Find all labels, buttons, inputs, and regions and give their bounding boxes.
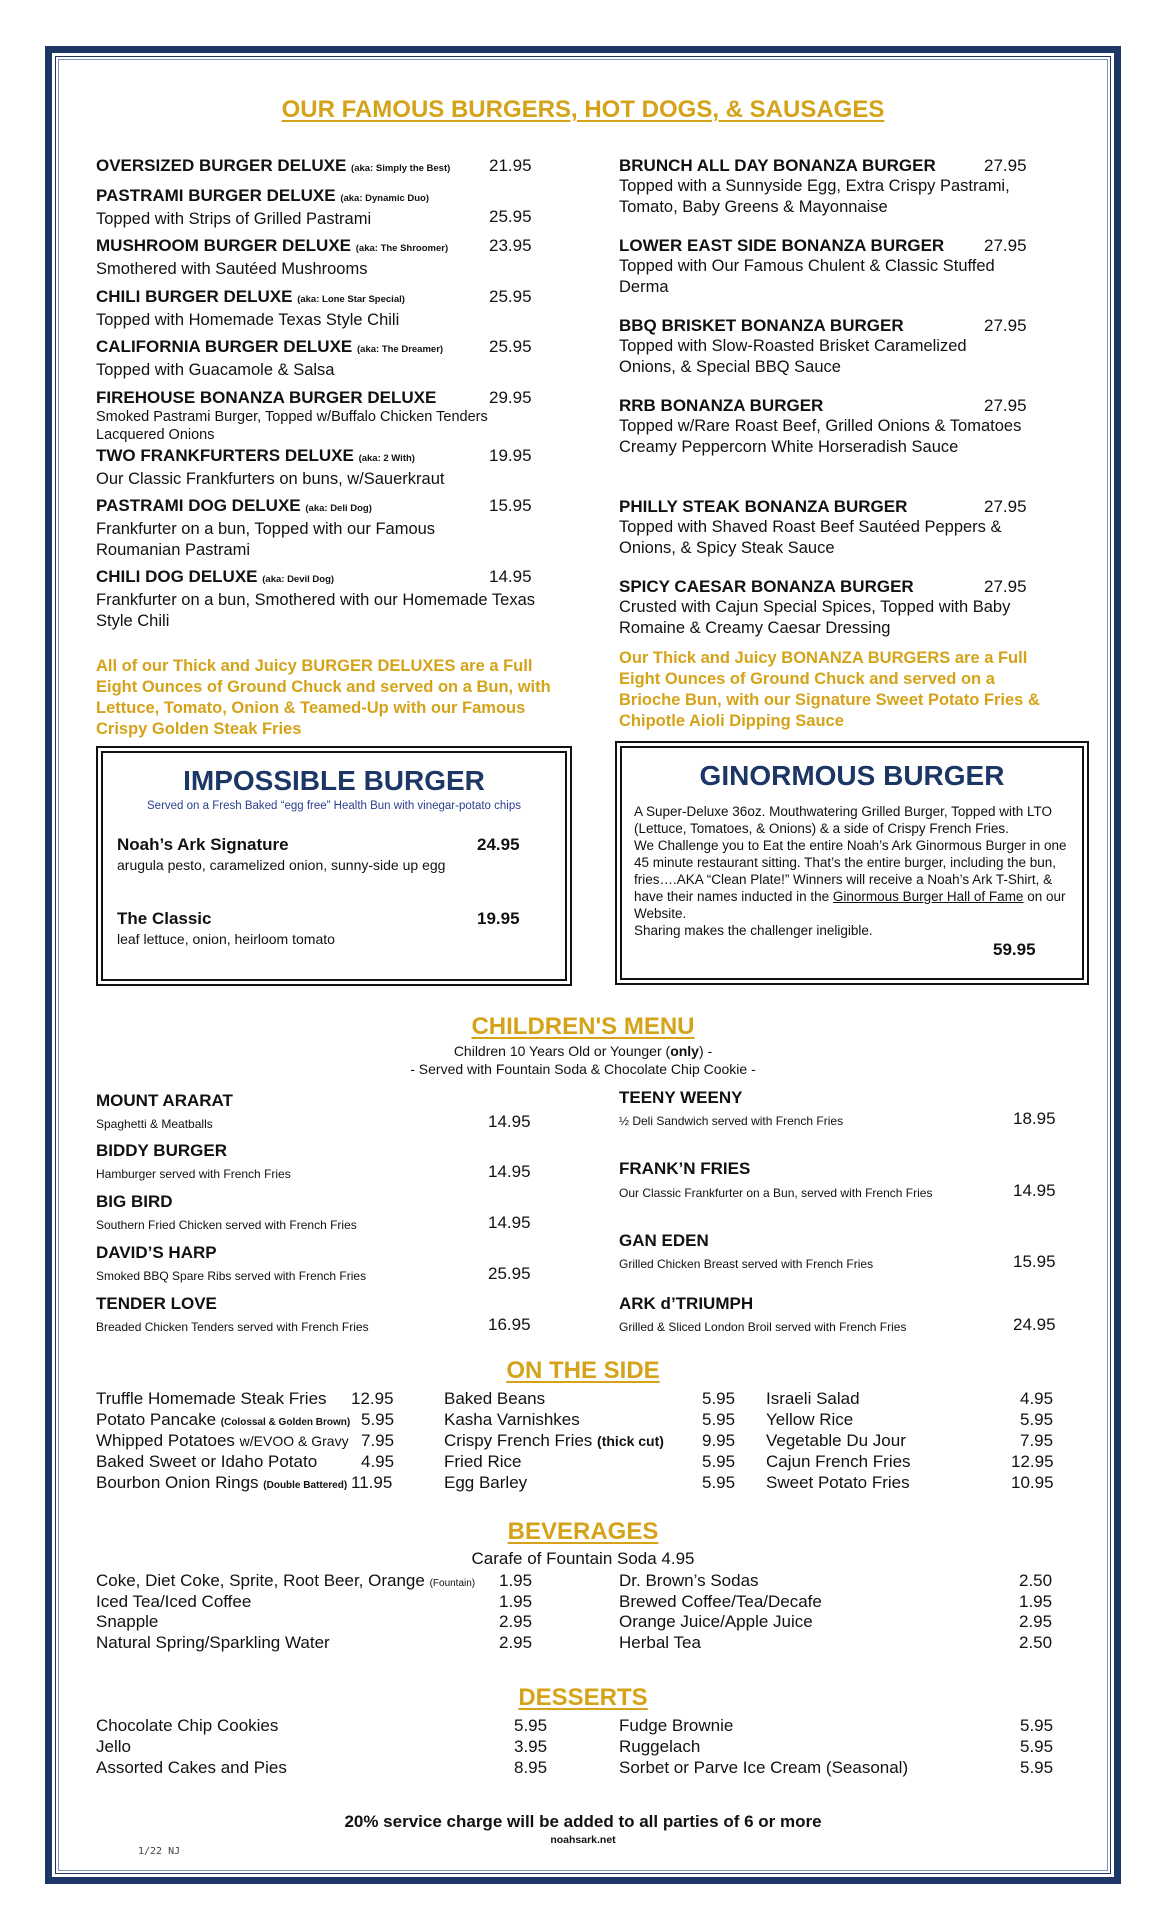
item-desc: Frankfurter on a bun, Topped with our Famous Roumanian Pastrami	[96, 520, 436, 559]
kid-item-desc: Our Classic Frankfurter on a Bun, served with French Fries	[619, 1186, 933, 1200]
kid-item-price: 14.95	[488, 1162, 531, 1181]
item-price: 25.95	[489, 287, 532, 306]
kid-item-price: 25.95	[488, 1264, 531, 1283]
ginormous-burger-box	[615, 741, 1089, 985]
item-desc: Frankfurter on a bun, Smothered with our Homemade Texas Style Chili	[96, 591, 535, 630]
kid-item-desc: Southern Fried Chicken served with French Fries	[96, 1218, 357, 1232]
service-charge-note: 20% service charge will be added to all parties of 6 or more	[344, 1812, 822, 1831]
side-item-name: Baked Beans	[444, 1389, 546, 1408]
kid-item-desc: Grilled & Sliced London Broil served with French Fries	[619, 1320, 907, 1334]
side-item-name: Cajun French Fries	[766, 1452, 911, 1471]
menu-item	[96, 446, 526, 490]
item-name: OVERSIZED BURGER DELUXE	[96, 156, 347, 175]
impossible-title: IMPOSSIBLE BURGER	[183, 765, 485, 796]
item-name: CALIFORNIA BURGER DELUXE	[96, 337, 353, 356]
menu-item	[96, 388, 556, 444]
item-price: 27.95	[984, 236, 1027, 255]
side-item-price: 5.95	[702, 1452, 736, 1471]
kid-item-desc: Spaghetti & Meatballs	[96, 1117, 213, 1131]
burgers-header: OUR FAMOUS BURGERS, HOT DOGS, & SAUSAGES	[281, 96, 885, 123]
ginormous-p1: A Super-Deluxe 36oz. Mouthwatering Grilled Burger, Topped with LTO (Lettuce, Tomatoes, & Onions) & a side of Crispy French Fries.	[634, 804, 1052, 836]
menu-item	[96, 567, 546, 632]
item-desc: Topped with Slow-Roasted Brisket Caramelized Onions, & Special BBQ Sauce	[619, 337, 967, 376]
item-desc: Topped with Our Famous Chulent & Classic Stuffed Derma	[619, 257, 995, 296]
item-name: RRB BONANZA BURGER	[619, 396, 824, 415]
item-aka: (aka: Devil Dog)	[262, 574, 335, 585]
beverage-name: Orange Juice/Apple Juice	[619, 1612, 813, 1631]
side-item-name: Whipped Potatoes w/EVOO & Gravy	[96, 1431, 349, 1450]
beverage-price: 1.95	[1019, 1592, 1053, 1611]
side-item-price: 7.95	[1020, 1431, 1054, 1450]
beverage-name: Dr. Brown’s Sodas	[619, 1571, 759, 1590]
dessert-name: Jello	[96, 1737, 131, 1756]
ginormous-description	[634, 803, 1080, 939]
item-aka: (aka: Lone Star Special)	[297, 294, 405, 305]
item-aka: (aka: 2 With)	[358, 453, 415, 464]
item-name: CHILI BURGER DELUXE	[96, 287, 293, 306]
item-name: BRUNCH ALL DAY BONANZA BURGER	[619, 156, 936, 175]
kid-item-name: BIDDY BURGER	[96, 1141, 227, 1160]
menu-item	[96, 186, 526, 230]
kid-item-name: ARK d’TRIUMPH	[619, 1294, 754, 1313]
item-price: 25.95	[489, 207, 532, 226]
item-price: 25.95	[489, 337, 532, 356]
menu-item	[96, 287, 526, 331]
item-desc: Our Classic Frankfurters on buns, w/Sauerkraut	[96, 470, 445, 488]
item-name: CHILI DOG DELUXE	[96, 567, 258, 586]
side-item-name: Baked Sweet or Idaho Potato	[96, 1452, 318, 1471]
item-desc: Smothered with Sautéed Mushrooms	[96, 260, 368, 278]
bonanza-note: Our Thick and Juicy BONANZA BURGERS are a Full Eight Ounces of Ground Chuck and served on a Brioche Bun, with our Signature Sweet Potato Fries & Chipotle Aioli Dipping Sauce	[619, 649, 1040, 730]
kid-item-desc: Breaded Chicken Tenders served with French Fries	[96, 1320, 369, 1334]
ginormous-p3: Sharing makes the challenger ineligible.	[634, 923, 873, 938]
item-name: PHILLY STEAK BONANZA BURGER	[619, 497, 908, 516]
side-item-price: 11.95	[351, 1473, 393, 1492]
item-desc: Topped with a Sunnyside Egg, Extra Crispy Pastrami, Tomato, Baby Greens & Mayonnaise	[619, 177, 1010, 216]
dessert-name: Assorted Cakes and Pies	[96, 1758, 287, 1777]
item-aka: (aka: The Dreamer)	[357, 344, 444, 355]
beverage-name: Coke, Diet Coke, Sprite, Root Beer, Orange (Fountain)	[96, 1571, 476, 1590]
side-item-price: 5.95	[702, 1410, 736, 1429]
item-price: 27.95	[984, 156, 1027, 175]
beverage-name: Brewed Coffee/Tea/Decafe	[619, 1592, 822, 1611]
kid-item-price: 14.95	[1013, 1181, 1056, 1200]
side-item-price: 5.95	[702, 1389, 736, 1408]
kid-item-name: MOUNT ARARAT	[96, 1091, 233, 1110]
kid-item-price: 15.95	[1013, 1252, 1056, 1271]
menu-item	[96, 236, 526, 280]
beverages-title: BEVERAGES	[507, 1518, 659, 1545]
kid-item-price: 14.95	[488, 1213, 531, 1232]
item-desc: Crusted with Cajun Special Spices, Topped with Baby Romaine & Creamy Caesar Dressing	[619, 598, 1011, 637]
item-name: PASTRAMI DOG DELUXE	[96, 496, 301, 515]
kid-item-desc: Smoked BBQ Spare Ribs served with French Fries	[96, 1269, 367, 1283]
impossible-item-price: 24.95	[477, 835, 520, 854]
kid-item-name: GAN EDEN	[619, 1231, 709, 1250]
item-price: 19.95	[489, 446, 532, 465]
item-desc: Topped with Shaved Roast Beef Sautéed Peppers & Onions, & Spicy Steak Sauce	[619, 518, 1002, 557]
burger-deluxe-note: All of our Thick and Juicy BURGER DELUXES are a Full Eight Ounces of Ground Chuck and served on a Bun, with Lettuce, Tomato, Onion & Teamed-Up with our Famous Crispy Golden Steak Fries	[96, 657, 551, 738]
item-price: 14.95	[489, 567, 532, 586]
item-aka: (aka: Deli Dog)	[305, 503, 372, 514]
item-price: 27.95	[984, 396, 1027, 415]
item-desc: Smoked Pastrami Burger, Topped w/Buffalo Chicken Tenders Lacquered Onions	[96, 409, 488, 443]
impossible-burger-box	[96, 746, 572, 986]
side-item-price: 5.95	[702, 1473, 736, 1492]
side-item-price: 7.95	[361, 1431, 395, 1450]
side-item-name: Yellow Rice	[766, 1410, 854, 1429]
item-desc: Topped with Homemade Texas Style Chili	[96, 311, 400, 329]
dessert-price: 8.95	[514, 1758, 548, 1777]
beverage-price: 2.95	[1019, 1612, 1053, 1631]
beverage-name: Herbal Tea	[619, 1633, 701, 1652]
impossible-item-price: 19.95	[477, 909, 520, 928]
beverage-price: 2.95	[499, 1612, 533, 1631]
side-item-name: Sweet Potato Fries	[766, 1473, 910, 1492]
item-aka: (aka: The Shroomer)	[355, 243, 449, 254]
beverage-price: 1.95	[499, 1592, 533, 1611]
menu-item	[96, 156, 526, 179]
kid-item-desc: Grilled Chicken Breast served with French Fries	[619, 1257, 874, 1271]
side-item-price: 9.95	[702, 1431, 736, 1450]
item-aka: (aka: Dynamic Duo)	[340, 193, 430, 204]
dessert-name: Chocolate Chip Cookies	[96, 1716, 279, 1735]
beverage-name: Iced Tea/Iced Coffee	[96, 1592, 252, 1611]
sides-title: ON THE SIDE	[506, 1357, 660, 1384]
dessert-price: 5.95	[514, 1716, 548, 1735]
print-code: 1/22 NJ	[138, 1846, 181, 1857]
item-price: 27.95	[984, 577, 1027, 596]
side-item-name: Bourbon Onion Rings (Double Battered)	[96, 1473, 348, 1492]
carafe-line: Carafe of Fountain Soda 4.95	[471, 1549, 695, 1568]
impossible-item-desc: arugula pesto, caramelized onion, sunny-side up egg	[117, 857, 446, 873]
kid-item-desc: ½ Deli Sandwich served with French Fries	[619, 1114, 844, 1128]
item-price: 27.95	[984, 497, 1027, 516]
children-subtitle-2: - Served with Fountain Soda & Chocolate Chip Cookie -	[410, 1061, 756, 1077]
menu-item	[96, 337, 526, 381]
side-item-price: 12.95	[351, 1389, 394, 1408]
side-item-name: Vegetable Du Jour	[766, 1431, 906, 1450]
beverage-price: 2.50	[1019, 1633, 1053, 1652]
side-item-name: Truffle Homemade Steak Fries	[96, 1389, 327, 1408]
item-name: PASTRAMI BURGER DELUXE	[96, 186, 336, 205]
item-price: 15.95	[489, 496, 532, 515]
side-item-price: 4.95	[361, 1452, 395, 1471]
item-name: TWO FRANKFURTERS DELUXE	[96, 446, 354, 465]
side-item-price: 5.95	[1020, 1410, 1054, 1429]
kid-item-desc: Hamburger served with French Fries	[96, 1167, 291, 1181]
hall-of-fame-link[interactable]: Ginormous Burger Hall of Fame	[832, 889, 1024, 904]
impossible-item-name: The Classic	[117, 909, 212, 928]
ginormous-price: 59.95	[993, 940, 1036, 959]
kid-item-price: 18.95	[1013, 1109, 1056, 1128]
item-price: 27.95	[984, 316, 1027, 335]
side-item-name: Potato Pancake (Colossal & Golden Brown)	[96, 1410, 351, 1429]
item-aka: (aka: Simply the Best)	[351, 163, 451, 174]
dessert-name: Sorbet or Parve Ice Cream (Seasonal)	[619, 1758, 909, 1777]
menu-item	[96, 496, 516, 561]
beverage-name: Snapple	[96, 1612, 159, 1631]
side-item-name: Kasha Varnishkes	[444, 1410, 580, 1429]
ginormous-p2: We Challenge you to Eat the entire Noah’s Ark Ginormous Burger in one 45 minute restaurant sitting. That’s the entire burger, including the bun, fries….AKA “Clean Plate!” Winners will receive a Noah’s Ark T-Shirt, & have their names inducted in the Ginormous Burger Hall of Fame on our Website.	[634, 838, 1067, 921]
side-item-price: 10.95	[1011, 1473, 1054, 1492]
item-price: 21.95	[489, 156, 532, 175]
dessert-name: Fudge Brownie	[619, 1716, 734, 1735]
kid-item-price: 16.95	[488, 1315, 531, 1334]
beverage-name: Natural Spring/Sparkling Water	[96, 1633, 330, 1652]
kid-item-name: DAVID’S HARP	[96, 1243, 217, 1262]
item-desc: Topped with Strips of Grilled Pastrami	[96, 210, 372, 228]
ginormous-title: GINORMOUS BURGER	[699, 760, 1005, 791]
website-link[interactable]: noahsark.net	[550, 1834, 616, 1846]
kid-item-price: 14.95	[488, 1112, 531, 1131]
children-subtitle-1: Children 10 Years Old or Younger (only) -	[453, 1043, 713, 1059]
impossible-subtitle: Served on a Fresh Baked “egg free” Health Bun with vinegar-potato chips	[147, 800, 521, 812]
item-name: MUSHROOM BURGER DELUXE	[96, 236, 352, 255]
item-name: FIREHOUSE BONANZA BURGER DELUXE	[96, 388, 437, 407]
children-menu-title: CHILDREN'S MENU	[471, 1013, 695, 1040]
desserts-title: DESSERTS	[518, 1684, 648, 1711]
dessert-name: Ruggelach	[619, 1737, 701, 1756]
impossible-item-desc: leaf lettuce, onion, heirloom tomato	[117, 931, 335, 947]
side-item-name: Egg Barley	[444, 1473, 528, 1492]
item-name: BBQ BRISKET BONANZA BURGER	[619, 316, 904, 335]
dessert-price: 5.95	[1020, 1737, 1054, 1756]
kid-item-name: TEENY WEENY	[619, 1088, 743, 1107]
item-name: LOWER EAST SIDE BONANZA BURGER	[619, 236, 945, 255]
kid-item-price: 24.95	[1013, 1315, 1056, 1334]
side-item-name: Israeli Salad	[766, 1389, 860, 1408]
side-item-price: 5.95	[361, 1410, 395, 1429]
item-price: 23.95	[489, 236, 532, 255]
side-item-name: Fried Rice	[444, 1452, 522, 1471]
kid-item-name: TENDER LOVE	[96, 1294, 217, 1313]
beverage-price: 1.95	[499, 1571, 533, 1590]
kid-item-name: BIG BIRD	[96, 1192, 173, 1211]
side-item-price: 4.95	[1020, 1389, 1054, 1408]
dessert-price: 5.95	[1020, 1716, 1054, 1735]
item-name: SPICY CAESAR BONANZA BURGER	[619, 577, 914, 596]
side-item-name: Crispy French Fries (thick cut)	[444, 1431, 664, 1450]
kid-item-name: FRANK’N FRIES	[619, 1159, 751, 1178]
beverage-price: 2.50	[1019, 1571, 1053, 1590]
dessert-price: 5.95	[1020, 1758, 1054, 1777]
dessert-price: 3.95	[514, 1737, 548, 1756]
item-desc: Topped with Guacamole & Salsa	[96, 361, 335, 379]
item-price: 29.95	[489, 388, 532, 407]
impossible-item-name: Noah’s Ark Signature	[117, 835, 289, 854]
side-item-price: 12.95	[1011, 1452, 1054, 1471]
item-desc: Topped w/Rare Roast Beef, Grilled Onions & Tomatoes Creamy Peppercorn White Horseradish Sauce	[619, 417, 1022, 456]
beverage-price: 2.95	[499, 1633, 533, 1652]
